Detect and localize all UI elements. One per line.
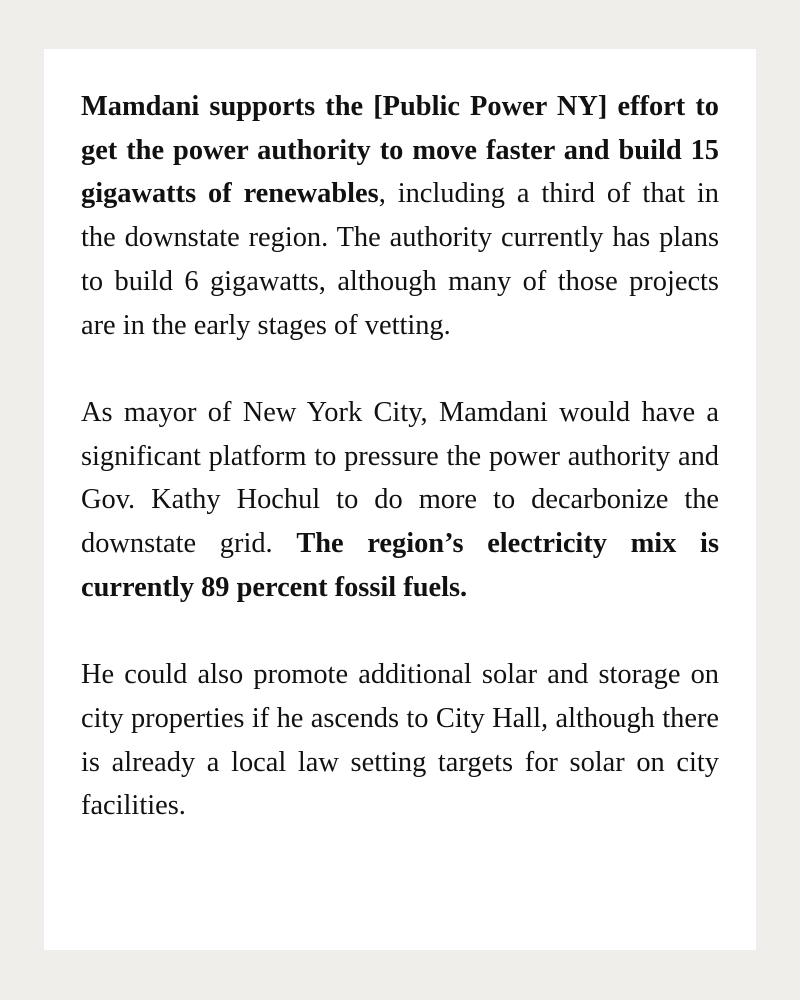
paragraph-1-bold-lead: Mamdani supports the [Public Power NY] effort to get the power authority to move faster and build 15 gigawatts of renewables <box>81 91 719 210</box>
paragraph-3-text: He could also promote additional solar and storage on city properties if he ascends to City Hall, although there is already a local law setting targets for solar on city facilities. <box>81 659 719 822</box>
paragraph-3 <box>81 653 719 828</box>
quote-card <box>44 49 756 950</box>
paragraph-2-bold-tail: The region’s electricity mix is currently 89 percent fossil fuels. <box>81 528 719 603</box>
paragraph-1 <box>81 85 719 347</box>
paragraph-2 <box>81 391 719 610</box>
paragraph-1-text: , including a third of that in the downstate region. The authority currently has plans to build 6 gigawatts, although many of those projects are in the early stages of vetting. <box>81 178 719 341</box>
paragraph-2-text: As mayor of New York City, Mamdani would have a significant platform to pressure the power authority and Gov. Kathy Hochul to do more to decarbonize the downstate grid. <box>81 396 719 560</box>
